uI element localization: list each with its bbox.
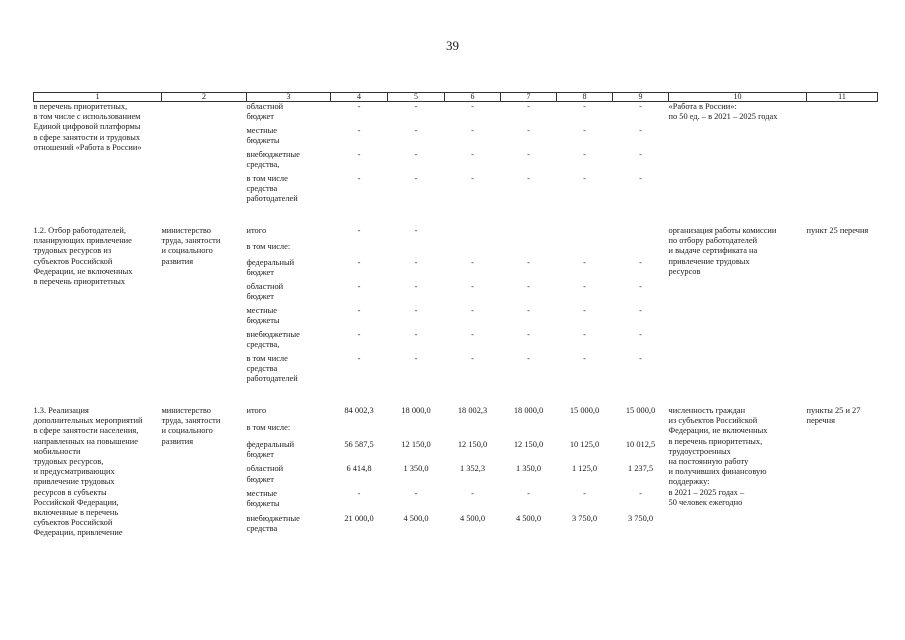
amount-cell: 10 012,5: [625, 439, 656, 449]
funding-source-cell: внебюджетные средства,: [246, 150, 300, 170]
amount-cell: -: [357, 306, 361, 315]
amount-cell: -: [583, 150, 586, 159]
amount-cell: -: [357, 489, 361, 499]
column-number-header: 5: [388, 93, 445, 102]
funding-source-cell: итого: [246, 406, 267, 415]
table-row: [34, 208, 878, 242]
executor-cell: министерство труда, занятости и социального развития: [161, 226, 221, 266]
amount-cell: -: [414, 354, 418, 363]
amount-cell: 84 002,3: [344, 406, 374, 415]
amount-cell: [445, 423, 501, 440]
amount-cell: -: [471, 258, 474, 267]
funding-source-cell: в том числе средства работодателей: [246, 354, 298, 384]
funding-source-cell: внебюджетные средства,: [246, 330, 300, 350]
amount-cell: 10 125,0: [569, 439, 600, 449]
amount-cell: -: [414, 126, 418, 135]
amount-cell: 15 000,0: [569, 406, 600, 415]
amount-cell: [613, 242, 669, 258]
column-number-header: 1: [34, 93, 162, 102]
amount-cell: -: [583, 330, 586, 339]
executor-cell: министерство труда, занятости и социального развития: [161, 406, 221, 446]
amount-cell: -: [639, 258, 642, 267]
column-numbers-header: [34, 93, 878, 102]
amount-cell: -: [471, 354, 474, 363]
amount-cell: 12 150,0: [513, 439, 544, 449]
table-row: [34, 102, 878, 127]
column-number-header: 8: [557, 93, 613, 102]
amount-cell: -: [357, 354, 361, 363]
amount-cell: -: [583, 282, 586, 291]
amount-cell: -: [639, 489, 642, 499]
program-table: [33, 92, 878, 539]
amount-cell: -: [527, 282, 530, 291]
amount-cell: -: [583, 258, 586, 267]
amount-cell: [613, 208, 669, 242]
funding-source-cell: областной бюджет: [246, 282, 284, 302]
amount-cell: 4 500,0: [403, 513, 429, 523]
column-number-header: 6: [445, 93, 501, 102]
table-body: [34, 102, 878, 539]
amount-cell: [331, 423, 388, 440]
amount-cell: 12 150,0: [457, 439, 488, 449]
expected-result-cell: организация работы комиссии по отбору работодателей и выдаче сертификата на привлечение трудовых ресурсов: [668, 226, 777, 276]
funding-source-cell: местные бюджеты: [246, 489, 280, 509]
amount-cell: 1 350,0: [403, 464, 429, 474]
amount-cell: 56 587,5: [344, 439, 374, 449]
amount-cell: 6 414,8: [346, 464, 372, 474]
column-number-header: 10: [669, 93, 807, 102]
amount-cell: -: [357, 226, 361, 235]
table-row: [34, 388, 878, 423]
amount-cell: -: [414, 102, 418, 111]
amount-cell: 4 500,0: [459, 513, 486, 523]
amount-cell: -: [414, 282, 418, 291]
amount-cell: -: [357, 174, 361, 183]
amount-cell: [388, 423, 445, 440]
amount-cell: -: [639, 306, 642, 315]
amount-cell: -: [583, 126, 586, 135]
amount-cell: -: [639, 150, 642, 159]
column-number-header: 9: [613, 93, 669, 102]
amount-cell: [388, 242, 445, 258]
activity-cell: 1.3. Реализация дополнительных мероприятий в сфере занятости населения, направленных на повышение мобильности трудовых ресурсов, и предусматривающих привлечение трудовых ресурсов в субъекты Российской Федерации, включенные в перечень субъектов Российской Федерации, привлечение: [33, 406, 143, 538]
funding-source-cell: итого: [246, 226, 267, 235]
activity-cell: 1.2. Отбор работодателей, планирующих привлечение трудовых ресурсов из субъектов Российской Федерации, не включенных в перечень приоритетных: [33, 226, 133, 287]
amount-cell: -: [414, 174, 418, 183]
amount-cell: -: [471, 126, 474, 135]
amount-cell: -: [527, 330, 530, 339]
amount-cell: -: [357, 102, 361, 111]
amount-cell: -: [583, 306, 586, 315]
amount-cell: -: [639, 282, 642, 291]
activity-cell: в перечень приоритетных, в том числе с использованием Единой цифровой платформы в сфере занятости и трудовых отношений «Работа в России»: [33, 102, 142, 152]
amount-cell: -: [357, 282, 361, 291]
amount-cell: [501, 423, 557, 440]
amount-cell: -: [357, 150, 361, 159]
amount-cell: -: [414, 258, 418, 267]
amount-cell: -: [639, 330, 642, 339]
amount-cell: 1 352,3: [459, 464, 486, 474]
amount-cell: 18 000,0: [513, 406, 544, 415]
amount-cell: -: [414, 306, 418, 315]
amount-cell: -: [471, 150, 474, 159]
amount-cell: [557, 208, 613, 242]
amount-cell: 21 000,0: [344, 513, 374, 523]
amount-cell: 1 237,5: [627, 464, 654, 474]
column-number-header: 4: [331, 93, 388, 102]
funding-source-cell: федеральный бюджет: [246, 258, 295, 278]
amount-cell: 1 125,0: [571, 464, 598, 474]
funding-source-cell: в том числе:: [246, 423, 291, 433]
amount-cell: -: [357, 330, 361, 339]
amount-cell: [501, 208, 557, 242]
amount-cell: -: [357, 258, 361, 267]
amount-cell: -: [414, 226, 418, 235]
funding-source-cell: федеральный бюджет: [246, 439, 295, 459]
amount-cell: [445, 208, 501, 242]
executor-cell: [162, 102, 247, 209]
expected-result-cell: численность граждан из субъектов Российской Федерации, не включенных в перечень приоритетных, трудоустроенных на постоянную работу и получивших финансовую поддержку: в 2021 – 2025 годах – 50 человек ежегодно: [668, 406, 768, 507]
amount-cell: -: [527, 354, 530, 363]
amount-cell: -: [357, 126, 361, 135]
amount-cell: -: [471, 330, 474, 339]
amount-cell: [445, 242, 501, 258]
column-number-header: 7: [501, 93, 557, 102]
amount-cell: -: [471, 282, 474, 291]
funding-source-cell: местные бюджеты: [246, 306, 280, 326]
column-number-header: 2: [162, 93, 247, 102]
funding-source-cell: в том числе:: [246, 242, 291, 251]
amount-cell: [557, 423, 613, 440]
column-number-header: 3: [247, 93, 331, 102]
funding-source-cell: в том числе средства работодателей: [246, 174, 298, 204]
column-number-header: 11: [807, 93, 878, 102]
amount-cell: -: [583, 354, 586, 363]
amount-cell: [613, 423, 669, 440]
amount-cell: -: [583, 174, 586, 183]
amount-cell: 3 750,0: [571, 513, 598, 523]
amount-cell: 1 350,0: [515, 464, 542, 474]
amount-cell: -: [414, 150, 418, 159]
amount-cell: -: [527, 258, 530, 267]
amount-cell: 12 150,0: [401, 439, 431, 449]
amount-cell: [501, 242, 557, 258]
amount-cell: -: [471, 489, 474, 499]
amount-cell: -: [639, 174, 642, 183]
reference-cell: пункты 25 и 27 перечня: [806, 406, 861, 426]
amount-cell: -: [527, 306, 530, 315]
amount-cell: 18 000,0: [401, 406, 431, 415]
amount-cell: -: [471, 306, 474, 315]
amount-cell: -: [639, 126, 642, 135]
funding-source-cell: областной бюджет: [246, 102, 284, 122]
funding-source-cell: внебюджетные средства: [246, 513, 300, 534]
expected-result-cell: «Работа в России»: по 50 ед. – в 2021 – 2025 годах: [668, 102, 778, 122]
amount-cell: -: [527, 174, 530, 183]
page-number: 39: [446, 38, 459, 53]
amount-cell: -: [527, 126, 530, 135]
amount-cell: -: [414, 489, 418, 499]
amount-cell: -: [527, 489, 530, 499]
amount-cell: [331, 242, 388, 258]
amount-cell: 4 500,0: [515, 513, 542, 523]
amount-cell: 15 000,0: [625, 406, 656, 415]
reference-cell: [807, 102, 878, 209]
amount-cell: -: [583, 102, 586, 111]
amount-cell: -: [527, 150, 530, 159]
reference-cell: пункт 25 перечня: [806, 226, 869, 235]
amount-cell: -: [527, 102, 530, 111]
amount-cell: -: [639, 354, 642, 363]
amount-cell: -: [414, 330, 418, 339]
amount-cell: -: [471, 174, 474, 183]
amount-cell: -: [639, 102, 642, 111]
amount-cell: -: [471, 102, 474, 111]
funding-source-cell: областной бюджет: [246, 464, 284, 484]
amount-cell: 3 750,0: [627, 513, 654, 523]
amount-cell: -: [583, 489, 586, 499]
funding-source-cell: местные бюджеты: [246, 126, 280, 146]
amount-cell: [557, 242, 613, 258]
amount-cell: 18 002,3: [457, 406, 488, 415]
